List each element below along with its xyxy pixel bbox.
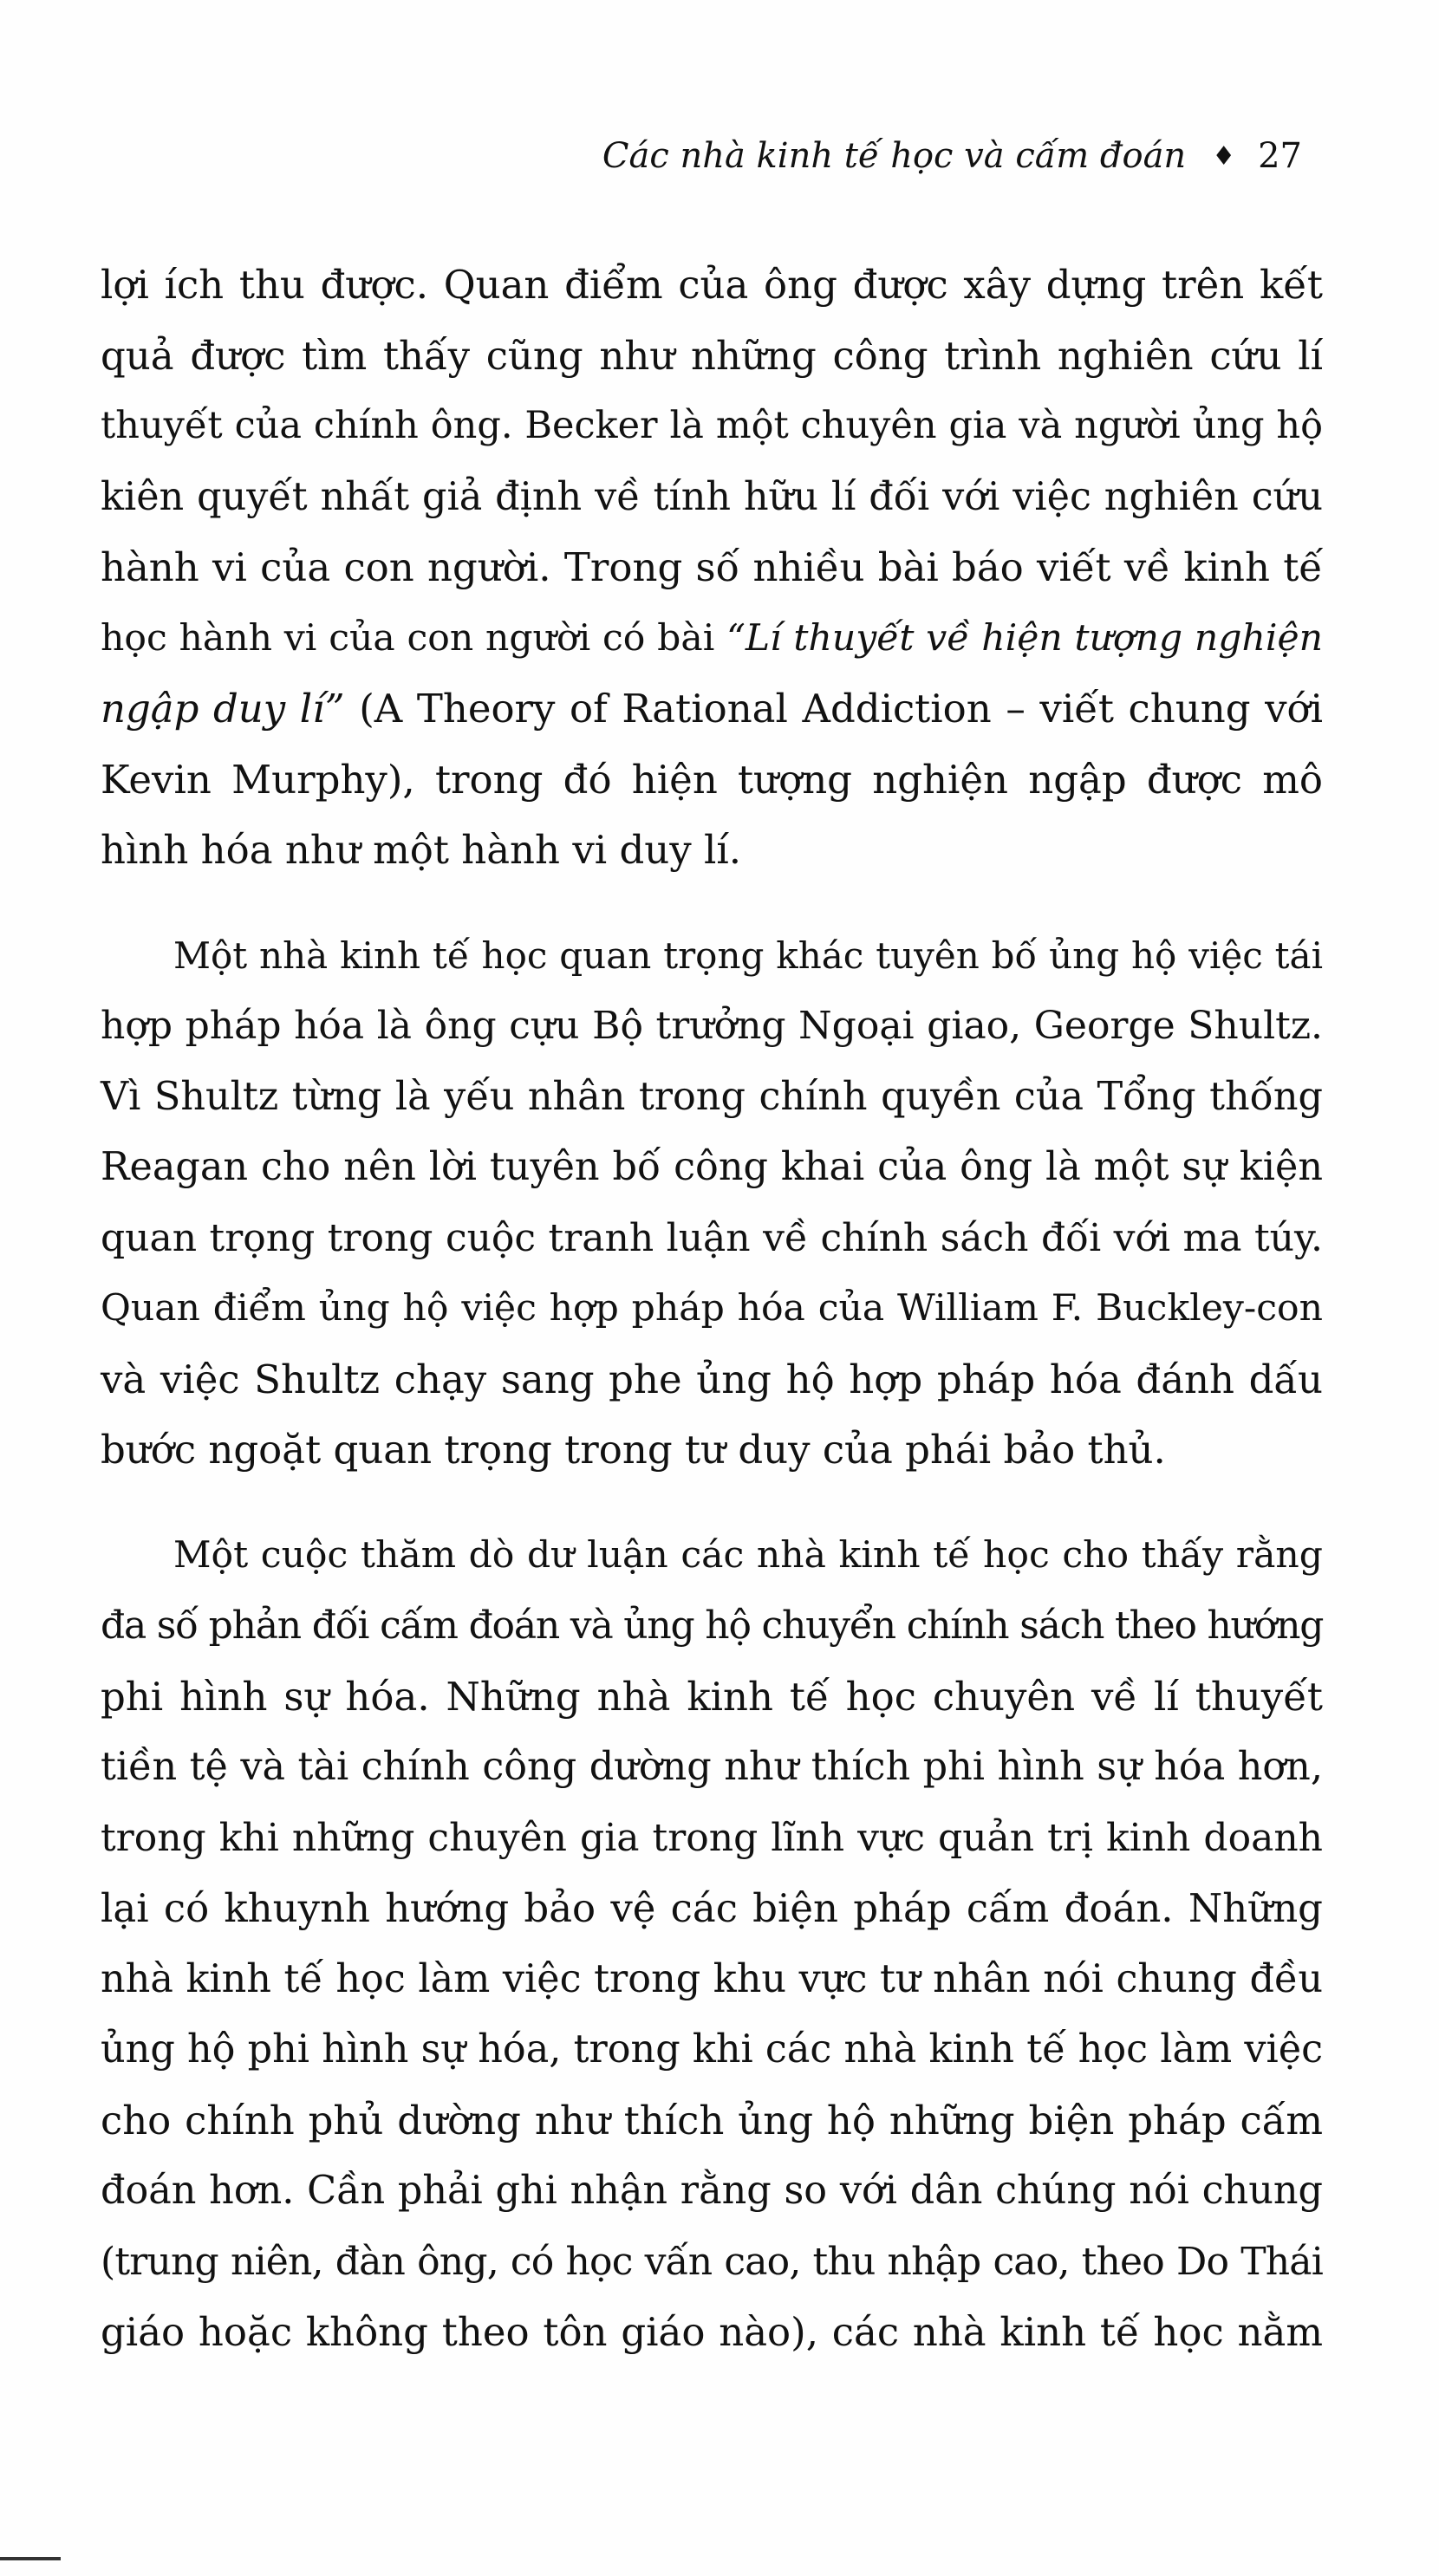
text-line: nhà kinh tế học làm việc trong khu vực tư nhân nói chung đều xyxy=(101,1956,1323,2001)
text-line: hợp pháp hóa là ông cựu Bộ trưởng Ngoại giao, George Shultz. xyxy=(101,1004,1323,1048)
text-line: Reagan cho nên lời tuyên bố công khai của ông là một sự kiện xyxy=(101,1145,1323,1189)
text-line: phi hình sự hóa. Những nhà kinh tế học chuyên về lí thuyết xyxy=(101,1673,1323,1720)
text-line: kiên quyết nhất giả định về tính hữu lí đối với việc nghiên cứu xyxy=(101,474,1323,519)
text-line: Vì Shultz từng là yếu nhân trong chính quyền của Tổng thống xyxy=(101,1074,1323,1119)
paragraph-1 xyxy=(101,250,1323,886)
text-line: lợi ích thu được. Quan điểm của ông được xây dựng trên kết xyxy=(101,262,1323,308)
diamond-separator-icon: ♦ xyxy=(1212,141,1236,172)
text-line: tiền tệ và tài chính công dường như thích phi hình sự hóa hơn, xyxy=(101,1745,1323,1789)
text-line: ủng hộ phi hình sự hóa, trong khi các nhà kinh tế học làm việc xyxy=(101,2027,1323,2072)
text-line: hình hóa như một hành vi duy lí. xyxy=(101,827,742,873)
text-line-with-title xyxy=(101,603,1323,674)
text-line-with-title xyxy=(101,673,1323,745)
text-line: (trung niên, đàn ông, có học vấn cao, thu nhập cao, theo Do Thái xyxy=(101,2239,1323,2284)
text-line: quả được tìm thấy cũng như những công trình nghiên cứu lí xyxy=(101,332,1323,379)
page-number: 27 xyxy=(1258,136,1302,176)
running-header xyxy=(602,130,1302,185)
text-line: cho chính phủ dường như thích ủng hộ những biện pháp cấm xyxy=(101,2097,1323,2143)
text-line: trong khi những chuyên gia trong lĩnh vực quản trị kinh doanh xyxy=(101,1815,1323,1860)
running-title: Các nhà kinh tế học và cấm đoán xyxy=(602,136,1187,176)
text-line: giáo hoặc không theo tôn giáo nào), các nhà kinh tế học nằm xyxy=(101,2309,1323,2355)
text-line: Kevin Murphy), trong đó hiện tượng nghiện ngập được mô xyxy=(101,756,1323,803)
text-line: Một nhà kinh tế học quan trọng khác tuyên bố ủng hộ việc tái xyxy=(173,933,1323,977)
text-line: hành vi của con người. Trong số nhiều bài báo viết về kinh tế xyxy=(101,544,1323,590)
paragraph-2 xyxy=(101,920,1323,1486)
text-line: lại có khuynh hướng bảo vệ các biện pháp cấm đoán. Những xyxy=(101,1885,1323,1931)
article-title: “Lí thuyết về hiện tượng nghiện xyxy=(726,616,1323,660)
text-line: thuyết của chính ông. Becker là một chuyên gia và người ủng hộ xyxy=(101,404,1323,447)
text-line: và việc Shultz chạy sang phe ủng hộ hợp pháp hóa đánh dấu xyxy=(101,1356,1323,1402)
text-fragment: (A Theory of Rational Addiction – viết chung với xyxy=(359,686,1324,732)
paragraph-3 xyxy=(101,1520,1323,2368)
article-title-end: ngập duy lí” xyxy=(101,686,345,732)
text-line: quan trọng trong cuộc tranh luận về chính sách đối với ma túy. xyxy=(101,1215,1323,1260)
body-text xyxy=(101,250,1323,2368)
text-line: đoán hơn. Cần phải ghi nhận rằng so với dân chúng nói chung xyxy=(101,2169,1323,2213)
text-fragment: học hành vi của con người có bài xyxy=(101,616,715,660)
text-line: Một cuộc thăm dò dư luận các nhà kinh tế học cho thấy rằng xyxy=(173,1533,1323,1577)
text-line: Quan điểm ủng hộ việc hợp pháp hóa của William F. Buckley-con xyxy=(101,1287,1323,1330)
text-line: đa số phản đối cấm đoán và ủng hộ chuyển chính sách theo hướng xyxy=(101,1603,1324,1648)
text-line: bước ngoặt quan trọng trong tư duy của phái bảo thủ. xyxy=(101,1427,1166,1473)
page-edge-mark xyxy=(0,2557,61,2560)
